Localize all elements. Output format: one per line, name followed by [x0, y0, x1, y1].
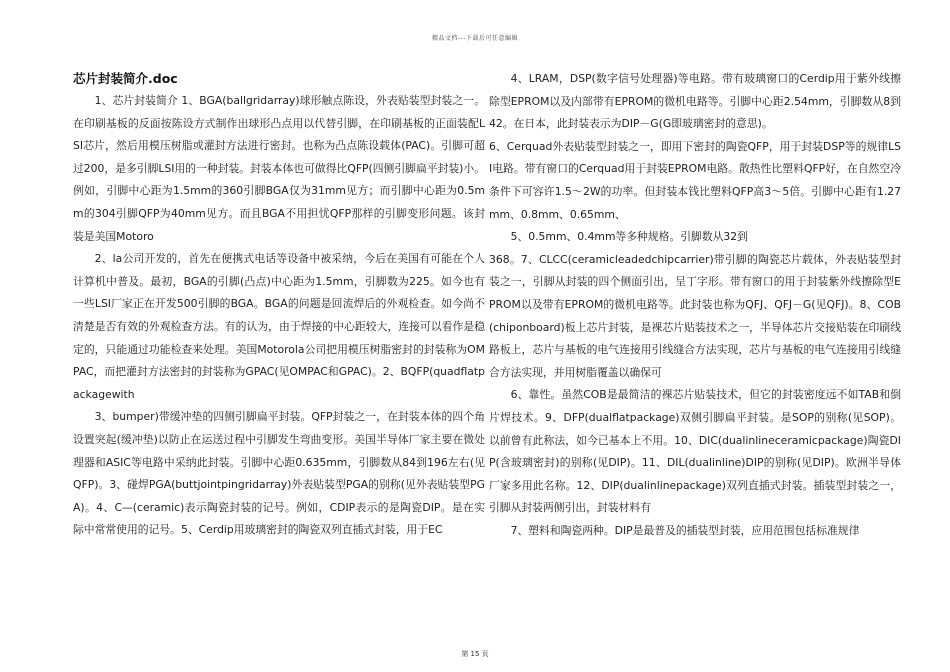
paragraph: 4、LRAM，DSP(数字信号处理器)等电路。带有玻璃窗口的Cerdip用于紫外线擦除型EPROM以及内部带有EPROM的微机电路等。引脚中心距2.54mm，引脚数从8到42。在日本，此封装表示为DIP－G(G即玻璃密封的意思)。 [489, 72, 901, 131]
page-header: 精品文档---下载后可任意编辑 [432, 35, 518, 42]
paragraph: 7、塑料和陶瓷两种。DIP是最普及的插装型封装，应用范围包括标准规律 [510, 523, 860, 537]
paragraph: 2、la公司开发的，首先在便携式电话等设备中被采纳，今后在美国有可能在个人计算机中普及。最初，BGA的引脚(凸点)中心距为1.5mm，引脚数为225。如今也有一些LSI厂家正在开发500引脚的BGA。BGA的问题是回流焊后的外观检查。如今尚不清楚是否有效的外观检查方法。有的认为，由于焊接的中心距较大，连接可以看作是稳定的，只能通过功能检查来处理。美国Motorola公司把用模压树脂密封的封装称为OMPAC，而把灌封方法密封的封装称为GPAC(见OMPAC和GPAC)。2、BQFP(quadflatpackagewith [73, 252, 485, 401]
paragraph: 5、0.5mm、0.4mm等多种规格。引脚数从32到 [510, 230, 748, 244]
paragraph: 368。7、CLCC(ceramicleadedchipcarrier)带引脚的陶瓷芯片载体，外表贴装型封装之一，引脚从封装的四个侧面引出，呈丁字形。带有窗口的用于封装紫外线擦除型EPROM以及带有EPROM的微机电路等。此封装也称为QFJ、QFJ－G(见QFJ)。8、COB(chiponboard)板上芯片封装，是裸芯片贴装技术之一，半导体芯片交接贴装在印刷线路板上，芯片与基板的电气连接用引线缝合方法实现，芯片与基板的电气连接用引线缝合方法实现，并用树脂覆盖以确保可 [489, 252, 901, 379]
paragraph: 6、靠性。虽然COB是最简洁的裸芯片贴装技术，但它的封装密度远不如TAB和倒片焊技术。9、DFP(dualflatpackage)双侧引脚扁平封装。是SOP的别称(见SOP)。以前曾有此称法，如今已基本上不用。10、DIC(dualinlineceramicpackage)陶瓷DIP(含玻璃密封)的别称(见DIP)。11、DIL(dualinline)DIP的别称(见DIP)。欧洲半导体厂家多用此名称。12、DIP(dualinlinepackage)双列直插式封装。插装型封装之一，引脚从封装两侧引出，封装材料有 [489, 388, 901, 515]
paragraph: 1、芯片封装简介 1、BGA(ballgridarray)球形触点陈设，外表贴装型封装之一。在印刷基板的反面按陈设方式制作出球形凸点用以代替引脚，在印刷基板的正面装配LSI芯片，然后用模压树脂或灌封方法进行密封。也称为凸点陈设载体(PAC)。引脚可超过200，是多引脚LSI用的一种封装。封装本体也可做得比QFP(四侧引脚扁平封装)小。例如，引脚中心距为1.5mm的360引脚BGA仅为31mm见方；而引脚中心距为0.5mm的304引脚QFP为40mm见方。而且BGA不用担忧QFP那样的引脚变形问题。该封装是美国Motoro [73, 94, 485, 243]
paragraph: 3、bumper)带缓冲垫的四侧引脚扁平封装。QFP封装之一，在封装本体的四个角设置突起(缓冲垫)以防止在运送过程中引脚发生弯曲变形。美国半导体厂家主要在微处理器和ASIC等电路中采纳此封装。引脚中心距0.635mm，引脚数从84到196左右(见QFP)。3、碰焊PGA(buttjointpingridarray)外表贴装型PGA的别称(见外表贴装型PGA)。4、C—(ceramic)表示陶瓷封装的记号。例如，CDIP表示的是陶瓷DIP。是在实际中常常使用的记号。5、Cerdip用玻璃密封的陶瓷双列直插式封装，用于EC [73, 410, 485, 537]
page-number: 第 15 页 [461, 650, 489, 658]
paragraph: 6、Cerquad外表贴装型封装之一，即用下密封的陶瓷QFP，用于封装DSP等的规律LSI电路。带有窗口的Cerquad用于封装EPROM电路。散热性比塑料QFP好，在自然空冷条件下可容许1.5～2W的功率。但封装本钱比塑料QFP高3～5倍。引脚中心距有1.27mm、0.8mm、0.65mm、 [489, 139, 901, 221]
right-column [489, 68, 901, 542]
left-column [73, 68, 485, 542]
document-title: 芯片封装简介.doc [73, 71, 178, 86]
